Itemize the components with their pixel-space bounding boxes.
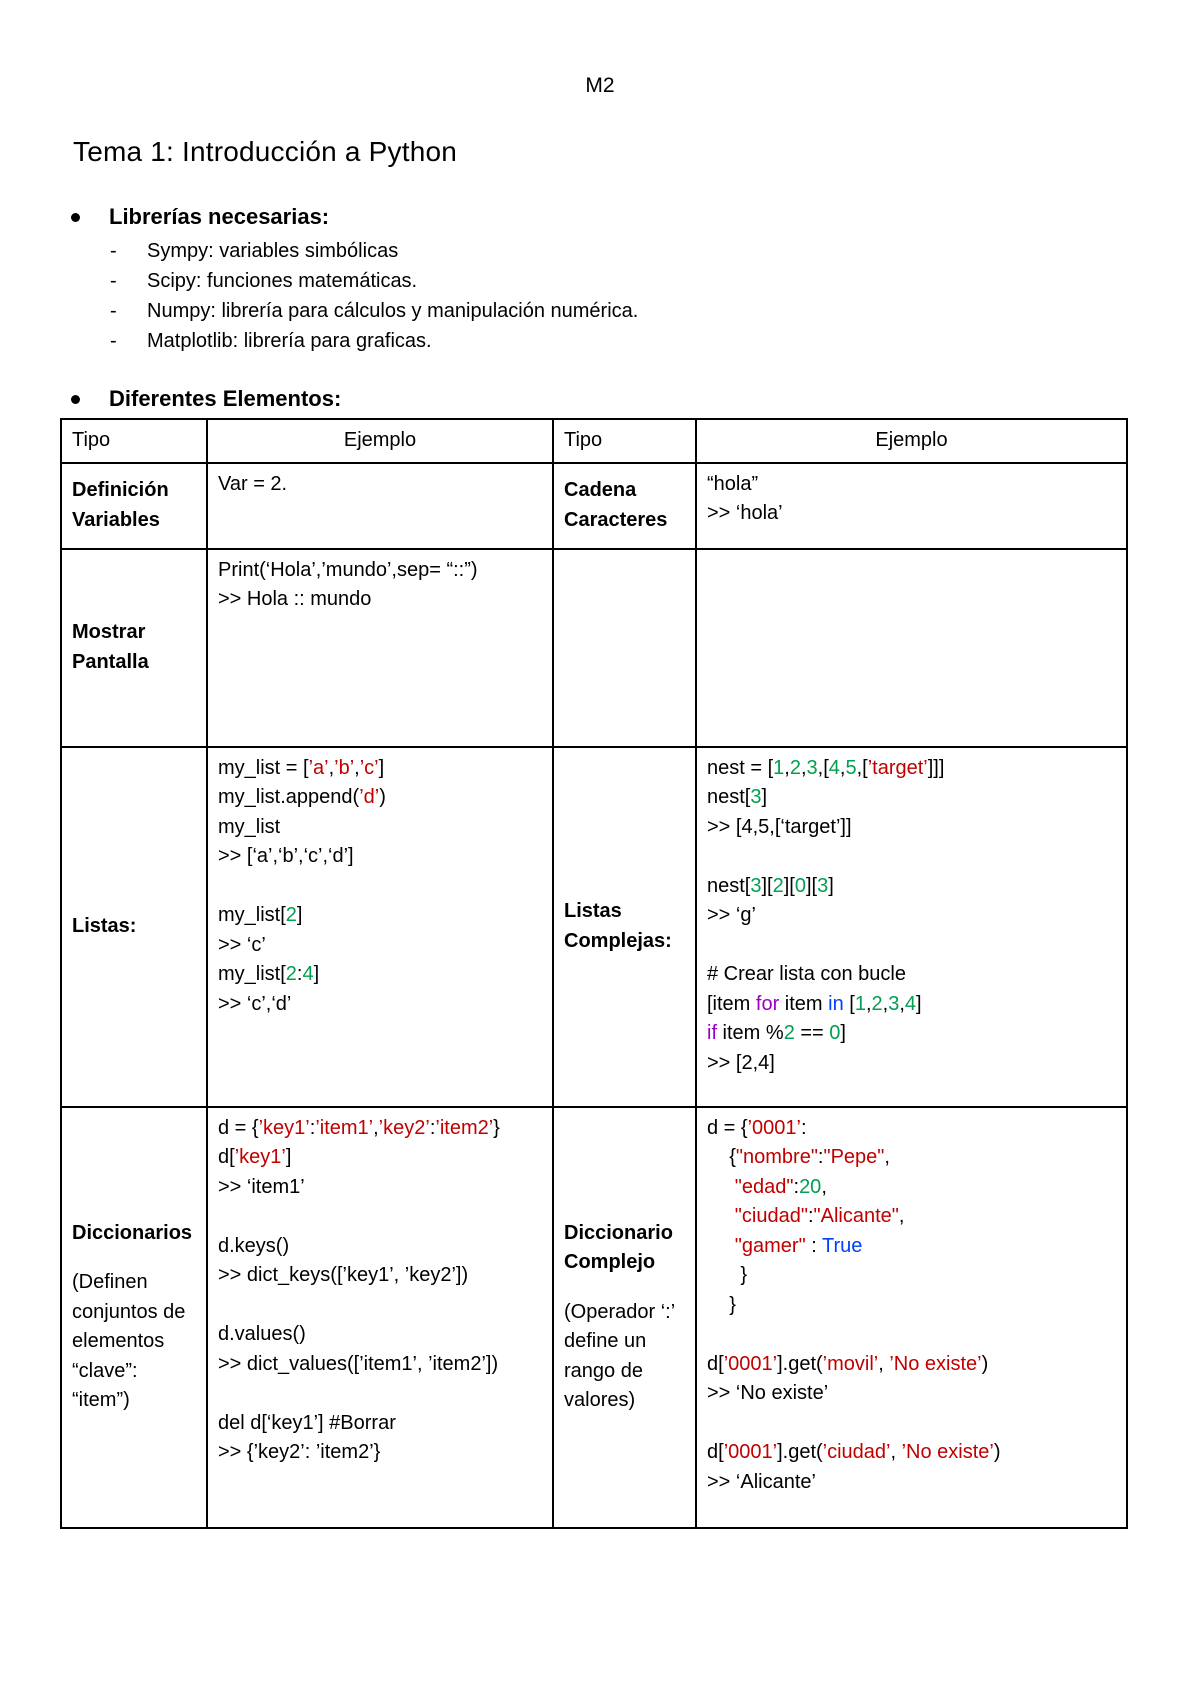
code-token: >> dict_keys([’key1’, ’key2’]) [218,1264,469,1286]
code-token: ’0001’ [723,1352,778,1375]
code-token: ] [828,874,834,897]
code-token: ] [296,904,303,926]
code-line [218,901,542,931]
code-token: 4 [828,756,840,779]
code-token [707,1176,735,1198]
code-token: ’target’ [867,756,928,779]
code-line [707,1468,1116,1498]
code-token: , [890,1441,902,1463]
code-token: ] [285,1146,292,1168]
dash-icon: - [110,300,117,322]
code-token: : [429,1116,436,1139]
code-token: ’b’ [334,756,355,779]
code-token: nest[ [707,874,751,897]
code-token: >> [4,5,[‘target’]] [707,815,852,838]
code-token: >> [‘a’,‘b’,‘c’,‘d’] [218,845,354,867]
code-token: } [707,1264,748,1286]
elements-heading-text: Diferentes Elementos: [109,386,342,411]
code-token: ][ [805,874,818,897]
code-token: d = { [218,1116,259,1139]
code-token: ’key1’ [258,1116,310,1139]
code-line [218,1350,542,1380]
code-line [218,842,542,872]
code-line [707,1409,1116,1439]
code-token: ) [993,1441,1001,1463]
code-token: True [822,1234,863,1257]
code-line [707,1320,1116,1350]
code-token: 2 [789,756,801,779]
elements-section [65,386,341,412]
bullet-icon [71,395,80,404]
type-cell [61,747,207,1107]
code-token: ,[ [817,756,829,779]
code-line [707,1202,1116,1232]
libraries-heading-text: Librerías necesarias: [109,204,330,229]
code-line [218,990,542,1020]
library-item-text: Numpy: librería para cálculos y manipulación numérica. [147,300,639,322]
code-token: , [899,992,905,1015]
table-row [61,463,1127,549]
code-token: d.values() [218,1323,306,1345]
code-token: : [817,1146,824,1168]
code-token: , [373,1116,379,1139]
header-example-1: Ejemplo [207,419,553,463]
code-token: >> ‘c’,‘d’ [218,992,292,1015]
code-token: >> ‘Alicante’ [707,1470,816,1493]
code-token: ’item1’ [315,1116,374,1139]
code-line [707,990,1116,1020]
code-token: ’No existe’ [889,1352,982,1375]
code-line [707,1114,1116,1144]
code-token: 3 [806,756,818,779]
code-token: ’movil’ [822,1352,879,1375]
code-token: >> {’key2’: ’item2’} [218,1441,381,1463]
code-line [218,1202,542,1232]
code-token: ’a’ [308,756,329,779]
code-line [707,754,1116,784]
code-token: : [805,1234,822,1257]
code-token: 4 [904,992,917,1015]
code-token: == [794,1022,830,1044]
code-token: } [707,1293,736,1316]
code-line [707,813,1116,843]
type-label: Listas: [72,914,137,937]
code-token: ].get( [777,1352,823,1375]
code-token: my_list.append( [218,786,360,808]
code-token: 2 [772,874,784,897]
code-line [218,931,542,961]
code-token: , [800,756,807,779]
code-line [707,1173,1116,1203]
table-row [61,747,1127,1107]
library-item-text: Sympy: variables simbólicas [147,240,399,262]
code-token: "Alicante" [813,1205,899,1227]
code-token: if [707,1022,717,1044]
type-label: Cadena Caracteres [564,479,668,531]
code-token: ] [840,1022,846,1044]
code-token: 20 [799,1175,822,1198]
code-token: "Pepe" [823,1146,885,1168]
code-token: 2 [783,1022,795,1044]
code-token: 3 [888,992,900,1015]
libraries-section [65,204,638,356]
code-line [218,556,542,586]
code-token: 0 [794,874,806,897]
code-token: my_list[ [218,963,286,985]
code-line [707,872,1116,902]
code-token: my_list[ [218,904,286,926]
code-token: , [784,756,790,779]
code-token: [ [843,992,855,1015]
example-cell [696,747,1127,1107]
code-token: d[ [218,1146,235,1168]
code-token: >> dict_values([’item1’, ’item2’]) [218,1352,499,1375]
code-line [707,783,1116,813]
code-token: my_list = [ [218,756,309,779]
code-line [218,813,542,843]
code-token: "gamer" [734,1234,806,1257]
code-token: 3 [817,874,829,897]
code-token: d[ [707,1352,724,1375]
code-token: ) [379,786,386,808]
code-line [218,1232,542,1262]
type-cell [553,463,696,549]
code-token: ’c’ [359,756,379,779]
type-label: Definición Variables [72,479,169,531]
dash-icon: - [110,240,117,262]
type-cell [61,1107,207,1528]
code-line [707,1261,1116,1291]
library-item [110,326,638,356]
code-token: >> ‘No existe’ [707,1382,829,1404]
code-token: ].get( [777,1441,823,1463]
code-token: ’No existe’ [901,1441,994,1463]
example-cell [696,549,1127,747]
code-line [218,754,542,784]
code-line [218,1438,542,1468]
code-line [218,783,542,813]
type-label: Listas Complejas: [564,900,672,952]
library-item-text: Matplotlib: librería para graficas. [147,330,432,352]
code-line [218,470,542,500]
code-token: for [755,992,780,1015]
code-token: : [309,1116,316,1139]
code-line [218,1379,542,1409]
code-token: 2 [285,904,297,926]
code-token: d = { [707,1116,748,1139]
code-token: nest[ [707,786,751,808]
elements-heading [65,386,341,412]
code-token: 0 [829,1022,841,1044]
type-cell [553,549,696,747]
code-token: , [354,756,360,779]
code-token: “hola” [707,472,759,495]
library-item [110,266,638,296]
code-token: d.keys() [218,1234,290,1257]
code-token: 4 [302,963,314,985]
code-line [218,1261,542,1291]
dash-icon: - [110,270,117,292]
table-header-row [61,419,1127,463]
code-token: d[ [707,1441,724,1463]
code-token: 1 [854,992,866,1015]
code-line [707,470,1116,500]
code-token: , [898,1205,905,1227]
type-label: Diccionarios [72,1221,193,1244]
code-token: my_list [218,815,281,838]
code-line [707,842,1116,872]
code-token: >> ‘c’ [218,933,266,956]
code-line [707,1379,1116,1409]
code-token: 2 [871,992,883,1015]
example-cell [696,1107,1127,1528]
code-token: } [493,1116,500,1139]
code-line [707,1049,1116,1079]
code-line [707,1438,1116,1468]
code-token: , [878,1352,890,1375]
code-token: ’0001’ [723,1441,778,1463]
code-line [707,499,1116,529]
type-cell [61,549,207,747]
code-token: ] [378,756,385,779]
example-cell [207,463,553,549]
code-token: ]]] [927,756,945,779]
code-token: : [296,963,303,985]
code-token: : [807,1205,814,1227]
code-token: : [793,1175,800,1198]
code-line [707,1019,1116,1049]
code-token: nest = [ [707,756,774,779]
code-token: ’key1’ [234,1146,286,1168]
code-token: ] [313,963,320,985]
code-line [218,1114,542,1144]
example-cell [207,549,553,747]
code-token: 5 [845,756,857,779]
code-line [218,1320,542,1350]
code-token [707,1205,735,1227]
code-token: "nombre" [735,1146,818,1168]
type-label: Mostrar Pantalla [72,621,149,673]
table-row [61,549,1127,747]
code-line [218,872,542,902]
libraries-list [65,236,638,356]
bullet-icon [71,213,80,222]
code-token: ) [981,1352,989,1375]
code-line [218,1143,542,1173]
page-header: M2 [585,74,615,97]
code-token: >> ‘hola’ [707,502,783,524]
code-line [218,1173,542,1203]
header-type-2: Tipo [553,419,696,463]
code-token: ’ciudad’ [822,1441,891,1463]
code-token: >> ‘g’ [707,904,756,926]
code-token: 3 [750,874,762,897]
code-token: in [828,992,844,1015]
code-token: >> [2,4] [707,1051,775,1074]
type-note: (Definen conjuntos de elementos “clave”: “item”) [72,1271,186,1411]
type-note: (Operador ‘:’ define un rango de valores) [564,1300,675,1411]
code-token: , [821,1175,827,1198]
code-line [707,1291,1116,1321]
code-line [218,960,542,990]
table-row [61,1107,1127,1528]
code-token: Print(‘Hola’,’mundo’,sep= “::”) [218,558,478,581]
code-line [707,960,1116,990]
type-cell [553,1107,696,1528]
code-token: { [707,1146,736,1168]
page-title: Tema 1: Introducción a Python [73,136,458,167]
code-token: "ciudad" [734,1205,808,1227]
code-token: ] [761,786,768,808]
code-token: Var = 2. [218,472,288,495]
code-token: ’key2’ [378,1116,430,1139]
code-token: ’0001’ [747,1116,801,1139]
code-token: , [884,1146,890,1168]
example-cell [696,463,1127,549]
code-line [707,901,1116,931]
example-cell [207,1107,553,1528]
code-line [707,1143,1116,1173]
code-token: , [865,992,872,1015]
elements-table [60,418,1128,1529]
code-token: ,[ [856,756,868,779]
code-token: item [779,992,829,1015]
code-token: 1 [773,756,785,779]
code-token: >> Hola :: mundo [218,588,372,610]
libraries-heading [65,204,638,230]
library-item [110,296,638,326]
type-cell [553,747,696,1107]
code-token: , [328,756,335,779]
code-token: "edad" [734,1175,794,1198]
code-line [707,1232,1116,1262]
code-line [707,1350,1116,1380]
code-token: ][ [761,874,773,897]
code-token: 2 [285,963,297,985]
library-item-text: Scipy: funciones matemáticas. [147,270,418,292]
code-token: 3 [750,786,762,808]
header-example-2: Ejemplo [696,419,1127,463]
library-item [110,236,638,266]
code-token: del d[‘key1’] #Borrar [218,1411,396,1434]
type-label: Diccionario Complejo [564,1221,673,1273]
code-token: >> ‘item1’ [218,1175,305,1198]
code-line [218,1291,542,1321]
code-line [218,1409,542,1439]
type-cell [61,463,207,549]
code-token: , [839,756,846,779]
code-line [707,931,1116,961]
code-token: ’d’ [359,786,380,808]
code-line [218,585,542,615]
code-token: ][ [783,874,795,897]
dash-icon: - [110,330,117,352]
code-token: ] [916,992,922,1015]
code-token: , [882,992,889,1015]
code-token: : [801,1116,807,1139]
example-cell [207,747,553,1107]
header-type-1: Tipo [61,419,207,463]
code-token [707,1235,735,1257]
code-token: [item [707,992,756,1015]
code-token: ’item2’ [435,1116,494,1139]
code-token: # Crear lista con bucle [707,963,906,985]
code-token: item % [717,1022,784,1044]
